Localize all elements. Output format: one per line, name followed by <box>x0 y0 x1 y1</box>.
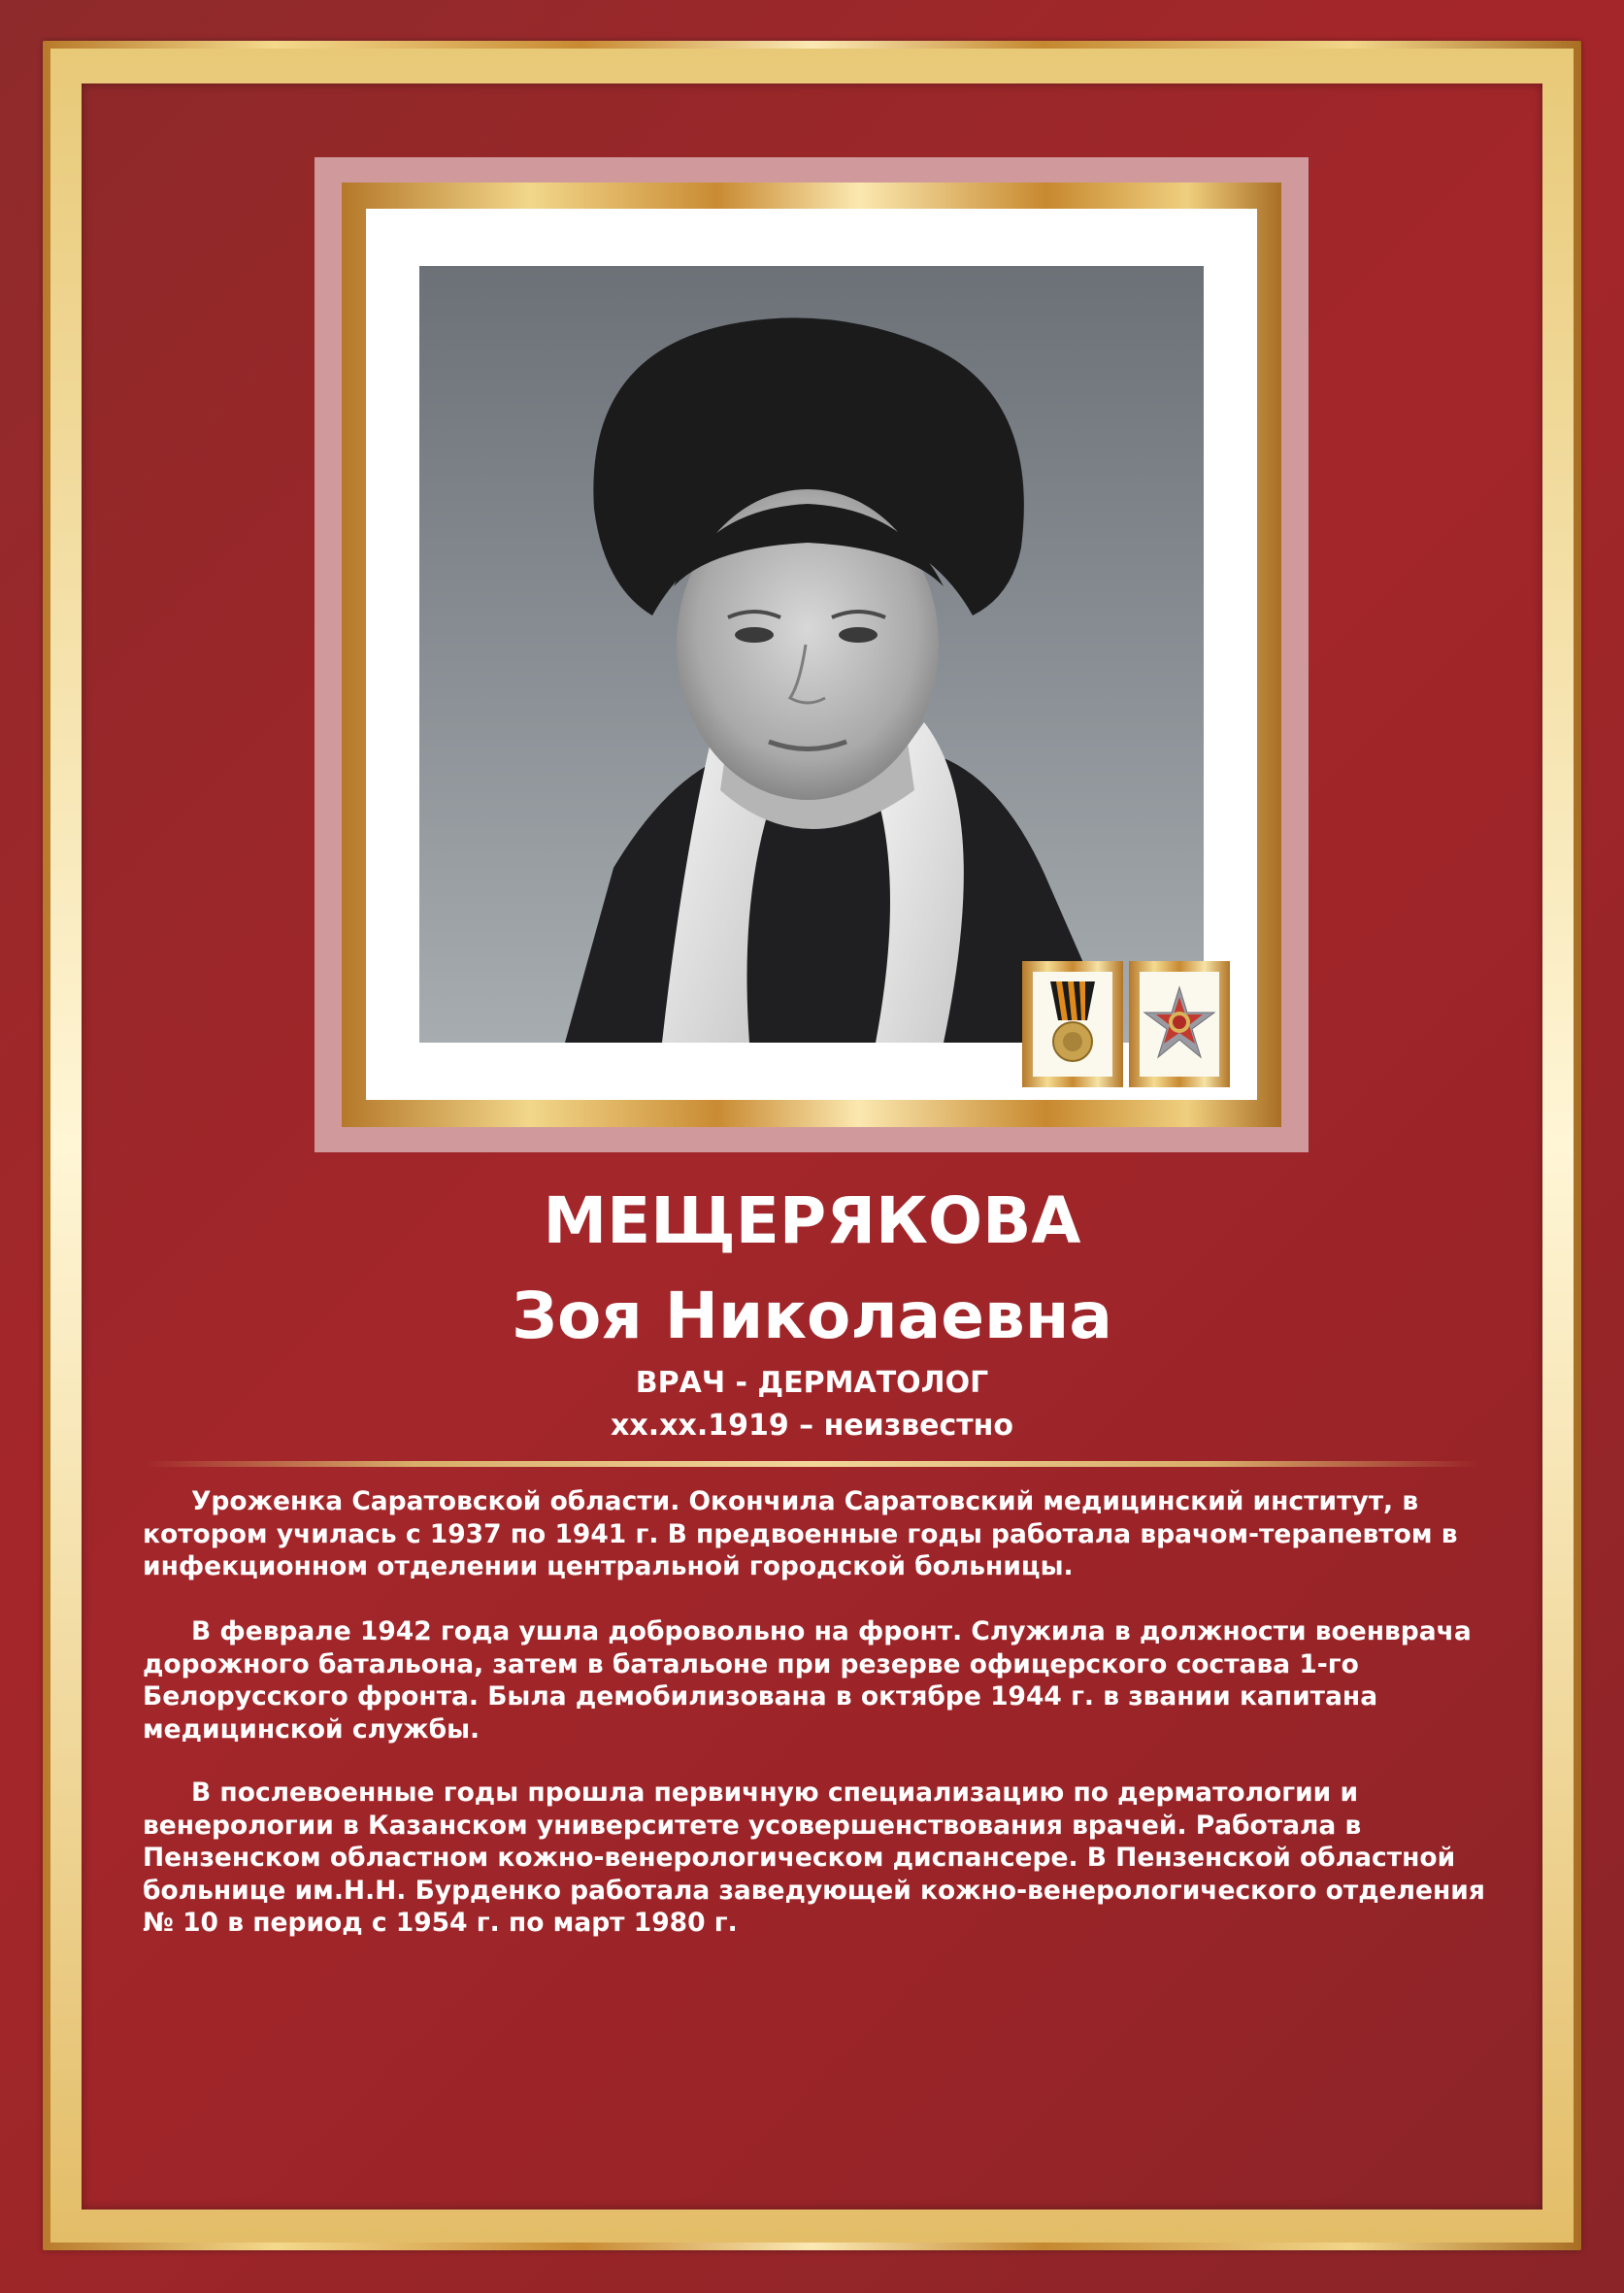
surname-heading: МЕЩЕРЯКОВА <box>543 1183 1081 1258</box>
medal-frame-2 <box>1129 961 1230 1087</box>
portrait-illustration <box>419 266 1204 1043</box>
medal-victory-over-germany-icon <box>1039 976 1107 1073</box>
gold-divider <box>146 1461 1478 1467</box>
medal-frame-1 <box>1022 961 1123 1087</box>
order-patriotic-war-icon <box>1141 985 1218 1063</box>
bio-paragraph-3: В послевоенные годы прошла первичную специализацию по дерматологии и венерологии в Казанском университете усовершенствования врачей. Работала в Пензенском областном кожно-венерологическом диспансере. В Пензенской областной больнице им.Н.Н. Бурденко работала заведующей кожно-венерологического отделения № 10 в период с 1954 г. по март 1980 г. <box>143 1778 1485 1938</box>
given-names-heading: Зоя Николаевна <box>512 1279 1112 1353</box>
bio-paragraph-2: В феврале 1942 года ушла добровольно на фронт. Служила в должности военврача дорожного батальона, затем в батальоне при резерве офицерского состава 1-го Белорусского фронта. Была демобилизована в октябре 1944 г. в звании капитана медицинской службы. <box>143 1616 1472 1745</box>
bio-paragraph-1: Уроженка Саратовской области. Окончила Саратовский медицинский институт, в котором училась с 1937 по 1941 г. В предвоенные годы работала врачом-терапевтом в инфекционном отделении центральной городской больницы. <box>143 1486 1458 1581</box>
life-dates: хх.хх.1919 – неизвестно <box>611 1409 1013 1443</box>
portrait-photo <box>419 266 1204 1043</box>
profession-label: ВРАЧ - ДЕРМАТОЛОГ <box>635 1366 989 1400</box>
